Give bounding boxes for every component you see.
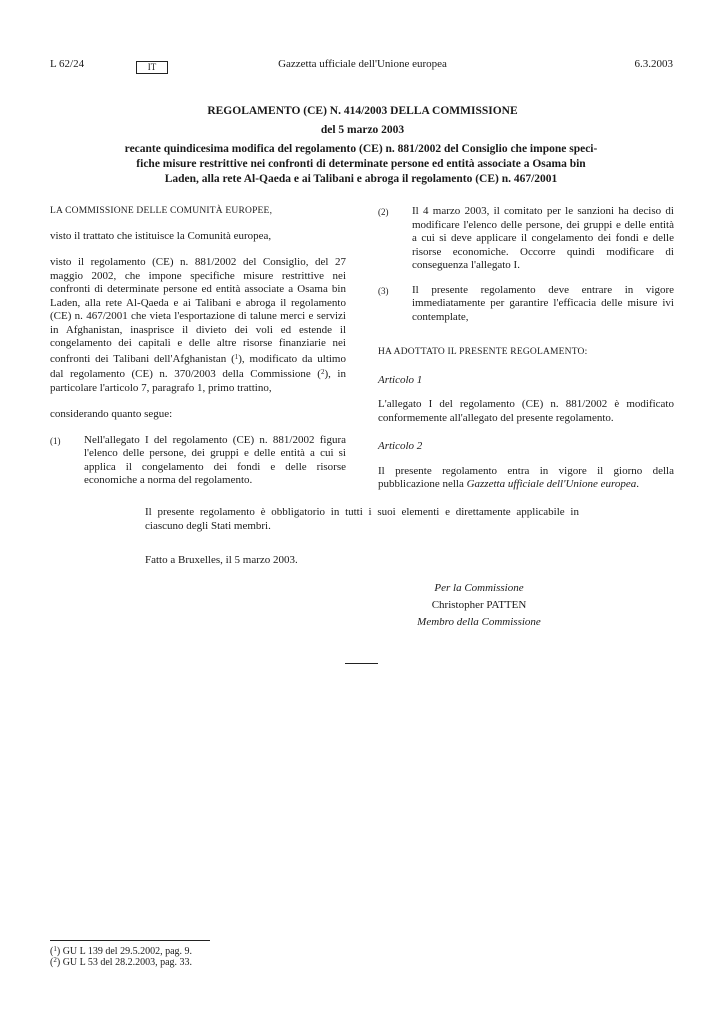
footnote-text: GU L 53 del 28.2.2003, pag. 33. (62, 957, 193, 968)
page-reference: L 62/24 (50, 58, 85, 70)
item-number: (3) (378, 285, 389, 296)
publication-date: 6.3.2003 (634, 58, 673, 70)
item-text: Il 4 marzo 2003, il comitato per le sanzioni ha deciso di modificare l'elenco delle persone, dei gruppi e delle entità a cui si deve applicare il congelamento dei fondi e delle risorse economiche. Occorre quindi modificare di conseguenza l'allegato I. (412, 205, 674, 271)
subtitle-line: recante quindicesima modifica del regolamento (CE) n. 881/2002 del Consiglio che impone speci- (124, 143, 598, 155)
right-column (378, 205, 674, 503)
signature-for: Per la Commissione (434, 582, 524, 594)
language-badge: IT (136, 61, 168, 74)
footnote-text: GU L 139 del 29.5.2002, pag. 9. (62, 946, 193, 957)
left-column (50, 205, 346, 499)
recital-treaty: visto il trattato che istituisce la Comunità europea, (50, 229, 272, 242)
article-text: . (636, 478, 639, 490)
article-1-title: Articolo 1 (378, 373, 423, 386)
journal-name: Gazzetta ufficiale dell'Unione europea (278, 58, 447, 70)
footnote-rule (50, 940, 210, 941)
article-1-text: L'allegato I del regolamento (CE) n. 881/2002 è modificato conformemente all'allegato del presente regolamento. (378, 398, 674, 424)
whereas-item (50, 434, 346, 488)
adopted-heading: HA ADOTTATO IL PRESENTE REGOLAMENTO: (378, 347, 588, 357)
article-2-title: Articolo 2 (378, 440, 423, 452)
signatory-name: Christopher PATTEN (431, 599, 527, 611)
item-text: Il presente regolamento deve entrare in vigore immediatamente per garantire l'efficacia delle misure ivi contemplate, (412, 283, 674, 323)
whereas-intro: considerando quanto segue: (50, 408, 173, 420)
subtitle-line: Laden, alla rete Al-Qaeda e ai Talibani e abroga il regolamento (CE) n. 467/2001 (164, 173, 558, 185)
recital-regulation (50, 256, 346, 395)
footnote-1: ($^1$) GU L 139 del 29.5.2002, pag. 9. (50, 945, 193, 957)
item-number: (1) (50, 435, 61, 446)
regulation-subtitle (112, 142, 610, 187)
whereas-item (378, 284, 674, 325)
article-2-text (378, 465, 674, 492)
footnote-2: ($^2$) GU L 53 del 28.2.2003, pag. 33. (50, 956, 193, 968)
regulation-date: del 5 marzo 2003 (320, 124, 405, 136)
footnote-ref: 1 (234, 352, 239, 361)
regulation-title: REGOLAMENTO (CE) N. 414/2003 DELLA COMMISSIONE (207, 105, 518, 117)
article-text: Il presente regolamento entra in vigore il giorno della pubblicazione nella (378, 464, 674, 490)
recital-text: ), modificato da ultimo dal regolamento (CE) n. 370/2003 della Commissione ( (50, 352, 346, 380)
footnote-number: 2 (53, 956, 57, 964)
whereas-item (378, 205, 674, 273)
item-text: Nell'allegato I del regolamento (CE) n. 881/2002 figura l'elenco delle persone, dei gruppi e delle entità a cui si applica il congelamento dei fondi e delle risorse economiche a norma del regolamento. (84, 433, 346, 486)
signature-block (400, 580, 558, 631)
binding-clause: Il presente regolamento è obbligatorio in tutti i suoi elementi e direttamente applicabile in ciascuno degli Stati membri. (145, 506, 579, 532)
done-at: Fatto a Bruxelles, il 5 marzo 2003. (145, 554, 298, 566)
footnote-ref: 2 (320, 368, 325, 376)
subtitle-line: fiche misure restrittive nei confronti di determinate persone ed entità associate a Osama bin (136, 158, 586, 170)
end-rule (345, 663, 378, 664)
recital-text: visto il regolamento (CE) n. 881/2002 del Consiglio, del 27 maggio 2002, che impone specifiche misure restrittive nei confronti di determinate persone ed entità associate a Osama bin Laden, alla rete Al-Qaeda e ai Talibani e abroga il regolamento (CE) n. 467/2001 che vieta l'esportazione di talune merci e servizi in Afghanistan, inasprisce il divieto dei voli ed estende il congelamento dei capitali e delle altre risorse finanziarie nei confronti dei Talibani dell'Afghanistan ( (50, 256, 346, 365)
footnote-number: 1 (53, 945, 57, 953)
recital-text: ), in particolare l'articolo 7, paragrafo 1, primo trattino, (50, 368, 346, 394)
journal-reference: Gazzetta ufficiale dell'Unione europea (466, 478, 637, 490)
signatory-role: Membro della Commissione (417, 616, 541, 628)
item-number: (2) (378, 207, 389, 217)
commission-heading: LA COMMISSIONE DELLE COMUNITÀ EUROPEE, (50, 206, 273, 216)
